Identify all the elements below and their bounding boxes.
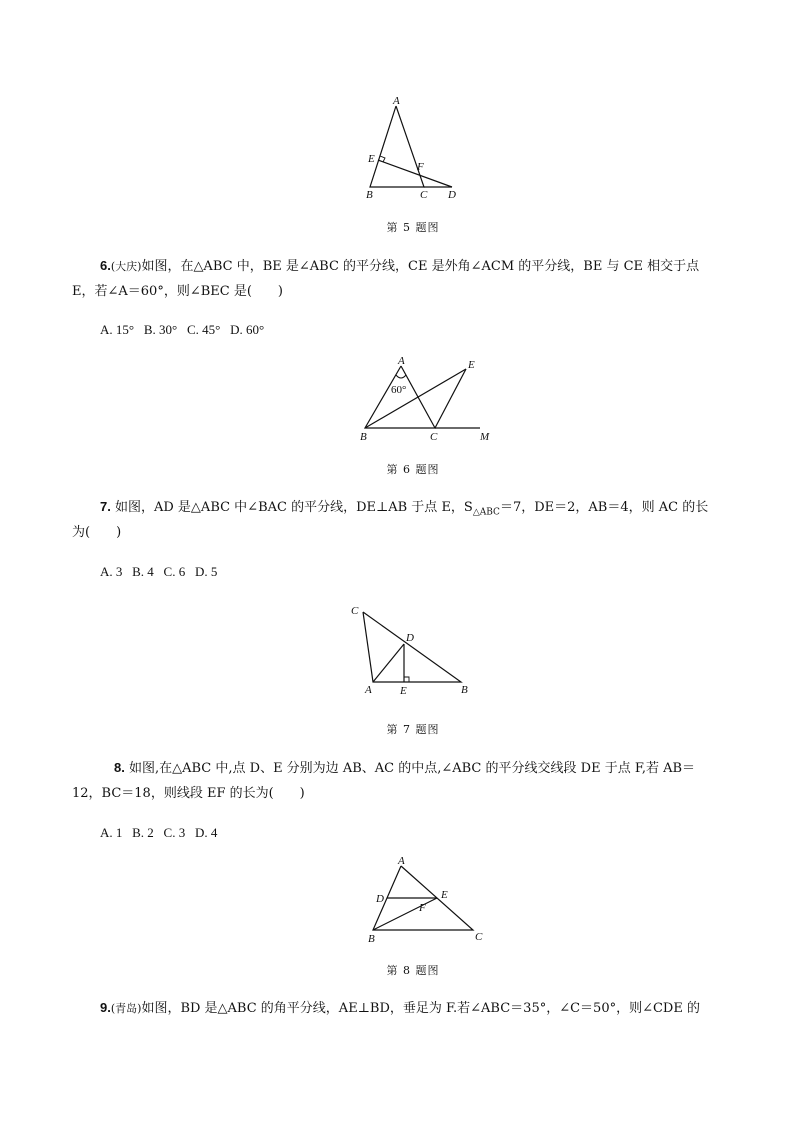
fig6-angle-60: 60° [391,384,407,396]
fig6-label-C: C [430,431,438,443]
fig5-label-A: A [393,95,400,107]
fig6-triangle [365,366,435,428]
fig7-right-angle-mark [404,677,409,682]
fig7-label-E: E [400,685,407,697]
fig7-segment-AD [373,644,404,682]
q6-options: A. 15° B. 30° C. 45° D. 60° [100,322,265,337]
fig7-label-C: C [351,605,359,617]
fig5-caption: 第 5 题图 [386,221,440,234]
fig7-label-D: D [406,632,414,644]
figure-6 [355,353,500,448]
fig7-label-A: A [365,684,372,696]
fig5-label-F: F [417,161,424,173]
q7-line2: 为( ) [72,525,122,540]
q7-number: 7. [100,499,111,514]
fig6-label-E: E [468,359,475,371]
fig7-label-B: B [461,684,468,696]
fig6-label-A: A [398,355,405,367]
fig6-angle-arc [396,375,406,378]
q6-line1 [100,253,699,280]
q8-options: A. 1 B. 2 C. 3 D. 4 [100,825,218,840]
fig5-label-B: B [366,189,373,201]
fig8-label-F: F [419,902,426,914]
fig8-label-C: C [475,931,483,943]
fig8-label-D: D [376,893,384,905]
q7-subscript: △ABC [472,507,500,518]
fig5-label-D: D [448,189,456,201]
fig8-label-A: A [398,855,405,867]
q6-line2: E，若∠A＝60°，则∠BEC 是( ) [72,284,283,299]
q7-options: A. 3 B. 4 C. 6 D. 5 [100,564,218,579]
q6-number: 6. [100,258,111,273]
fig7-triangle [363,612,461,682]
figure-5 [360,94,470,209]
fig6-caption: 第 6 题图 [386,463,440,476]
q7-line1 [100,494,708,526]
q8-text-1: 如图,在△ABC 中,点 D、E 分别为边 AB、AC 的中点,∠ABC 的平分线交线段 DE 于点 F,若 AB＝ [128,761,696,776]
q8-number: 8. [114,760,125,775]
figure-8 [360,856,495,946]
fig6-label-M: M [480,431,490,443]
q9-source: (青岛) [110,1002,142,1015]
q9-line1 [100,995,700,1022]
q7-text-1a: 如图，AD 是△ABC 中∠BAC 的平分线，DE⊥AB 于点 E，S [114,500,473,515]
q9-number: 9. [100,1000,111,1015]
fig5-label-C: C [420,189,428,201]
q6-source: (大庆) [110,260,142,273]
fig5-label-E: E [368,153,375,165]
q8-line1 [114,755,695,782]
q9-text-1: 如图，BD 是△ABC 的角平分线，AE⊥BD，垂足为 F.若∠ABC＝35°，∠C＝50°，则∠CDE 的 [141,1001,700,1016]
fig6-label-B: B [360,431,367,443]
fig5-segment-ED [378,160,452,187]
fig5-triangle [370,106,424,187]
fig8-caption: 第 8 题图 [386,964,440,977]
fig8-label-B: B [368,933,375,945]
figure-7 [345,600,475,700]
fig8-label-E: E [441,889,448,901]
q6-text-1: 如图，在△ABC 中，BE 是∠ABC 的平分线，CE 是外角∠ACM 的平分线，BE 与 CE 相交于点 [141,259,700,274]
q7-text-1b: ＝7，DE＝2，AB＝4，则 AC 的长 [499,500,709,515]
q8-line2: 12，BC＝18，则线段 EF 的长为( ) [72,786,305,801]
fig7-caption: 第 7 题图 [386,723,440,736]
